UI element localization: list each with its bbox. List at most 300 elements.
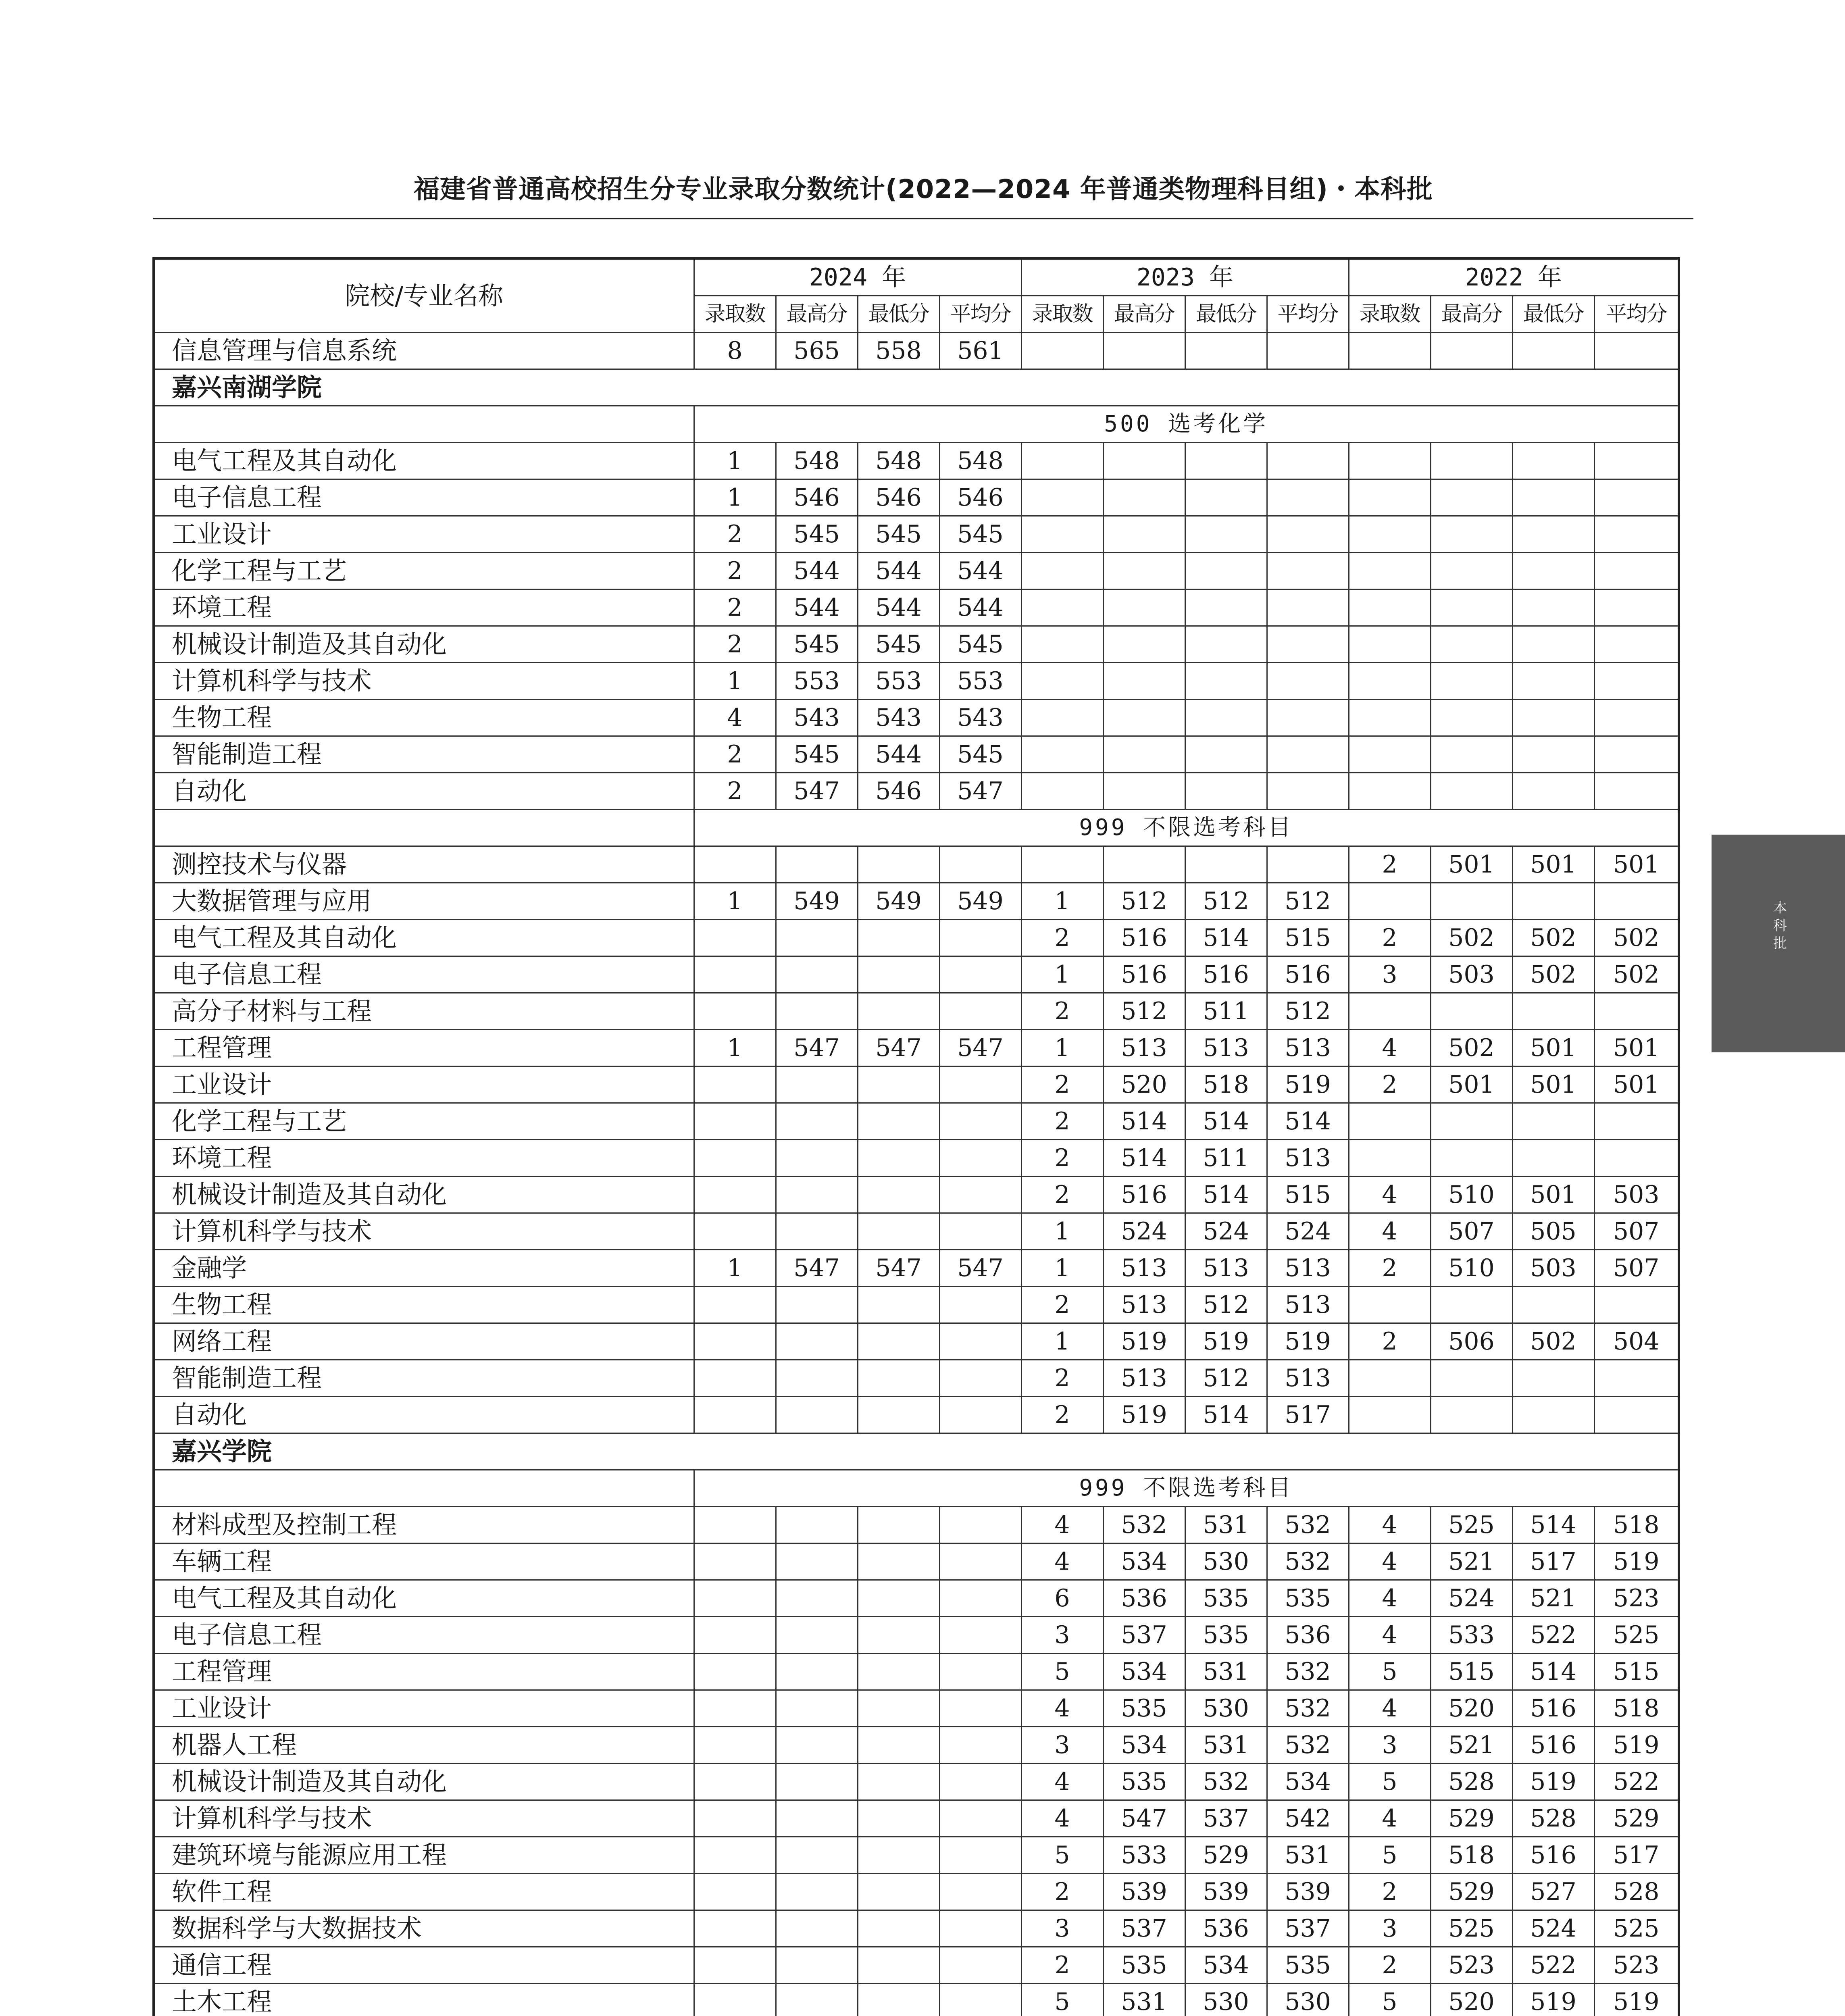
score-cell: 2 xyxy=(1021,1947,1103,1984)
score-cell: 2 xyxy=(1349,1250,1431,1287)
score-cell: 549 xyxy=(776,883,858,920)
major-name: 环境工程 xyxy=(154,1140,694,1177)
score-cell: 527 xyxy=(1512,1874,1594,1910)
score-cell xyxy=(1349,883,1431,920)
score-cell xyxy=(858,1617,939,1654)
score-cell: 539 xyxy=(1103,1874,1185,1910)
score-cell: 516 xyxy=(1512,1727,1594,1764)
score-cell xyxy=(1512,443,1594,479)
score-cell xyxy=(694,1690,776,1727)
score-cell: 558 xyxy=(858,333,939,369)
score-cell: 507 xyxy=(1431,1213,1512,1250)
score-cell: 514 xyxy=(1512,1654,1594,1690)
score-cell xyxy=(694,1837,776,1874)
score-cell: 515 xyxy=(1267,1177,1349,1213)
major-name: 工业设计 xyxy=(154,516,694,553)
score-cell xyxy=(858,1543,939,1580)
table-header-row-years xyxy=(154,258,1679,296)
score-cell xyxy=(776,1874,858,1910)
major-name: 信息管理与信息系统 xyxy=(154,333,694,369)
score-cell xyxy=(1103,479,1185,516)
table-row xyxy=(154,1213,1679,1250)
major-name: 生物工程 xyxy=(154,700,694,736)
score-cell: 501 xyxy=(1594,1066,1679,1103)
score-cell xyxy=(858,1103,939,1140)
score-cell xyxy=(858,1800,939,1837)
score-cell xyxy=(1349,516,1431,553)
score-cell xyxy=(694,1287,776,1323)
score-cell xyxy=(776,846,858,883)
score-cell xyxy=(1185,700,1267,736)
major-name: 网络工程 xyxy=(154,1323,694,1360)
table-row xyxy=(154,846,1679,883)
score-cell: 2 xyxy=(1021,1287,1103,1323)
score-cell xyxy=(939,920,1021,956)
score-cell: 1 xyxy=(1021,1250,1103,1287)
score-cell xyxy=(1021,626,1103,663)
score-cell xyxy=(1349,443,1431,479)
major-name: 测控技术与仪器 xyxy=(154,846,694,883)
score-cell xyxy=(858,1910,939,1947)
score-cell: 1 xyxy=(1021,1213,1103,1250)
table-row xyxy=(154,516,1679,553)
score-cell xyxy=(939,1874,1021,1910)
score-cell xyxy=(776,993,858,1030)
table-row xyxy=(154,920,1679,956)
score-cell: 2 xyxy=(1021,1103,1103,1140)
score-cell xyxy=(939,1323,1021,1360)
score-cell xyxy=(694,1323,776,1360)
score-cell xyxy=(1349,1140,1431,1177)
score-cell xyxy=(1349,589,1431,626)
score-cell xyxy=(1512,773,1594,810)
score-cell xyxy=(939,956,1021,993)
table-row xyxy=(154,1030,1679,1066)
score-cell xyxy=(858,920,939,956)
score-cell: 532 xyxy=(1267,1507,1349,1543)
score-cell: 531 xyxy=(1185,1727,1267,1764)
score-cell xyxy=(858,1507,939,1543)
score-cell: 502 xyxy=(1431,920,1512,956)
score-cell: 513 xyxy=(1103,1250,1185,1287)
score-cell: 2 xyxy=(1349,920,1431,956)
score-cell xyxy=(694,1727,776,1764)
major-name: 高分子材料与工程 xyxy=(154,993,694,1030)
side-tab xyxy=(1712,835,1845,1052)
score-cell xyxy=(1349,700,1431,736)
column-header: 最低分 xyxy=(1185,296,1267,333)
score-cell xyxy=(776,1103,858,1140)
major-name: 电子信息工程 xyxy=(154,479,694,516)
score-cell xyxy=(1349,993,1431,1030)
running-header-title: 福建省普通高校招生分专业录取分数统计(2022—2024 年普通类物理科目组)・本科批 xyxy=(413,175,1433,204)
score-cell xyxy=(939,846,1021,883)
score-cell xyxy=(1431,333,1512,369)
score-cell xyxy=(1267,589,1349,626)
major-name: 生物工程 xyxy=(154,1287,694,1323)
major-name: 计算机科学与技术 xyxy=(154,1213,694,1250)
score-cell: 522 xyxy=(1594,1764,1679,1800)
table-row xyxy=(154,1727,1679,1764)
score-cell: 517 xyxy=(1267,1397,1349,1433)
score-cell xyxy=(1512,553,1594,589)
score-cell: 5 xyxy=(1349,1837,1431,1874)
score-cell xyxy=(694,1947,776,1984)
major-name: 电气工程及其自动化 xyxy=(154,920,694,956)
score-cell: 519 xyxy=(1512,1764,1594,1800)
score-cell xyxy=(1349,773,1431,810)
score-cell xyxy=(776,1287,858,1323)
score-cell: 535 xyxy=(1267,1580,1349,1617)
score-cell: 521 xyxy=(1431,1543,1512,1580)
score-cell xyxy=(776,1984,858,2016)
score-cell: 553 xyxy=(939,663,1021,700)
score-cell: 3 xyxy=(1021,1910,1103,1947)
score-cell: 535 xyxy=(1267,1947,1349,1984)
score-cell xyxy=(776,1580,858,1617)
score-cell xyxy=(1349,736,1431,773)
score-cell: 515 xyxy=(1594,1654,1679,1690)
score-cell: 2 xyxy=(1021,1360,1103,1397)
score-cell: 2 xyxy=(694,516,776,553)
major-name: 智能制造工程 xyxy=(154,1360,694,1397)
score-cell: 4 xyxy=(1021,1800,1103,1837)
score-cell: 528 xyxy=(1594,1874,1679,1910)
score-cell: 561 xyxy=(939,333,1021,369)
score-cell: 3 xyxy=(1349,1910,1431,1947)
name-column-header: 院校/专业名称 xyxy=(154,258,694,333)
score-cell xyxy=(1103,553,1185,589)
score-cell: 518 xyxy=(1431,1837,1512,1874)
score-cell: 544 xyxy=(858,736,939,773)
score-cell: 2 xyxy=(694,553,776,589)
score-cell: 544 xyxy=(939,589,1021,626)
major-name: 数据科学与大数据技术 xyxy=(154,1910,694,1947)
major-name: 金融学 xyxy=(154,1250,694,1287)
side-tab-label: 本科批 xyxy=(1773,900,1787,952)
score-cell xyxy=(1103,736,1185,773)
score-cell: 510 xyxy=(1431,1177,1512,1213)
year-header-2024: 2024 年 xyxy=(694,258,1021,296)
score-cell xyxy=(858,1213,939,1250)
score-cell xyxy=(694,1140,776,1177)
score-cell: 535 xyxy=(1103,1690,1185,1727)
subject-requirement-label: 500 选考化学 xyxy=(694,406,1679,443)
score-cell xyxy=(939,1764,1021,1800)
score-cell: 531 xyxy=(1103,1984,1185,2016)
score-cell: 533 xyxy=(1431,1617,1512,1654)
score-cell xyxy=(1594,883,1679,920)
score-cell xyxy=(1349,1397,1431,1433)
score-cell: 501 xyxy=(1594,1030,1679,1066)
score-cell xyxy=(939,1984,1021,2016)
score-cell xyxy=(1512,589,1594,626)
score-cell xyxy=(776,1543,858,1580)
subject-requirement-label: 999 不限选考科目 xyxy=(694,810,1679,846)
score-cell: 533 xyxy=(1103,1837,1185,1874)
score-cell: 530 xyxy=(1267,1984,1349,2016)
score-cell: 8 xyxy=(694,333,776,369)
score-cell: 544 xyxy=(776,589,858,626)
score-cell xyxy=(858,1727,939,1764)
score-cell xyxy=(1431,736,1512,773)
score-cell: 501 xyxy=(1512,846,1594,883)
score-cell xyxy=(1267,626,1349,663)
score-cell xyxy=(776,1507,858,1543)
score-cell xyxy=(694,1910,776,1947)
score-cell: 503 xyxy=(1594,1177,1679,1213)
score-cell: 519 xyxy=(1103,1323,1185,1360)
score-cell xyxy=(939,1947,1021,1984)
score-cell xyxy=(1267,846,1349,883)
score-cell: 519 xyxy=(1103,1397,1185,1433)
score-cell: 521 xyxy=(1512,1580,1594,1617)
score-cell: 548 xyxy=(858,443,939,479)
score-cell xyxy=(1021,443,1103,479)
score-cell: 4 xyxy=(1021,1764,1103,1800)
major-name: 自动化 xyxy=(154,773,694,810)
score-cell: 513 xyxy=(1103,1360,1185,1397)
score-cell xyxy=(694,920,776,956)
column-header: 录取数 xyxy=(694,296,776,333)
score-cell xyxy=(939,1727,1021,1764)
score-cell: 516 xyxy=(1103,1177,1185,1213)
score-cell: 536 xyxy=(1185,1910,1267,1947)
score-cell xyxy=(1021,736,1103,773)
score-cell: 5 xyxy=(1021,1984,1103,2016)
score-cell: 517 xyxy=(1594,1837,1679,1874)
score-cell xyxy=(858,1140,939,1177)
score-cell: 539 xyxy=(1267,1874,1349,1910)
score-cell: 548 xyxy=(776,443,858,479)
score-cell xyxy=(939,1837,1021,1874)
major-name: 通信工程 xyxy=(154,1947,694,1984)
table-row xyxy=(154,736,1679,773)
score-cell: 519 xyxy=(1594,1727,1679,1764)
table-row xyxy=(154,956,1679,993)
score-cell: 2 xyxy=(1021,920,1103,956)
score-cell: 2 xyxy=(1349,1874,1431,1910)
major-name: 机械设计制造及其自动化 xyxy=(154,1177,694,1213)
score-cell: 548 xyxy=(939,443,1021,479)
score-cell: 514 xyxy=(1185,920,1267,956)
score-cell: 524 xyxy=(1185,1213,1267,1250)
subject-requirement-blank-cell xyxy=(154,406,694,443)
score-cell: 503 xyxy=(1512,1250,1594,1287)
score-cell xyxy=(1103,589,1185,626)
score-cell: 2 xyxy=(1021,1874,1103,1910)
score-cell: 514 xyxy=(1267,1103,1349,1140)
score-table xyxy=(152,257,1680,2016)
score-cell xyxy=(776,1066,858,1103)
score-cell xyxy=(939,1287,1021,1323)
score-cell: 532 xyxy=(1267,1690,1349,1727)
subject-requirement-row xyxy=(154,1470,1679,1507)
score-cell: 507 xyxy=(1594,1213,1679,1250)
major-name: 自动化 xyxy=(154,1397,694,1433)
table-row xyxy=(154,1984,1679,2016)
score-cell xyxy=(694,1103,776,1140)
major-name: 大数据管理与应用 xyxy=(154,883,694,920)
score-cell: 515 xyxy=(1267,920,1349,956)
column-header: 最高分 xyxy=(1431,296,1512,333)
score-cell: 535 xyxy=(1185,1617,1267,1654)
score-cell xyxy=(1185,479,1267,516)
score-cell xyxy=(1594,1140,1679,1177)
score-cell: 547 xyxy=(939,1250,1021,1287)
score-cell: 4 xyxy=(1349,1800,1431,1837)
score-cell xyxy=(776,1177,858,1213)
score-cell: 530 xyxy=(1185,1984,1267,2016)
score-cell: 545 xyxy=(776,736,858,773)
score-cell: 2 xyxy=(694,736,776,773)
score-cell xyxy=(939,1360,1021,1397)
score-cell: 545 xyxy=(858,516,939,553)
score-cell xyxy=(776,1323,858,1360)
score-cell xyxy=(939,1066,1021,1103)
score-cell xyxy=(858,1947,939,1984)
table-body xyxy=(154,333,1679,2016)
table-row xyxy=(154,663,1679,700)
score-cell xyxy=(858,1690,939,1727)
score-cell: 501 xyxy=(1512,1066,1594,1103)
score-cell xyxy=(939,993,1021,1030)
score-cell: 513 xyxy=(1103,1030,1185,1066)
score-cell: 514 xyxy=(1512,1507,1594,1543)
score-cell: 546 xyxy=(939,479,1021,516)
score-cell xyxy=(1512,993,1594,1030)
score-cell: 5 xyxy=(1349,1654,1431,1690)
score-cell: 516 xyxy=(1267,956,1349,993)
score-cell: 3 xyxy=(1349,956,1431,993)
score-cell: 536 xyxy=(1103,1580,1185,1617)
major-name: 智能制造工程 xyxy=(154,736,694,773)
score-cell: 502 xyxy=(1512,956,1594,993)
score-cell: 534 xyxy=(1267,1764,1349,1800)
score-cell: 518 xyxy=(1594,1690,1679,1727)
score-cell xyxy=(694,1984,776,2016)
score-cell xyxy=(1021,333,1103,369)
score-cell: 2 xyxy=(1021,1177,1103,1213)
score-cell xyxy=(1512,663,1594,700)
score-cell: 502 xyxy=(1512,920,1594,956)
year-header-2022: 2022 年 xyxy=(1349,258,1679,296)
major-name: 电子信息工程 xyxy=(154,1617,694,1654)
score-cell: 504 xyxy=(1594,1323,1679,1360)
score-cell: 1 xyxy=(694,443,776,479)
score-cell: 522 xyxy=(1512,1947,1594,1984)
score-cell: 1 xyxy=(694,663,776,700)
table-row xyxy=(154,993,1679,1030)
score-cell: 516 xyxy=(1512,1690,1594,1727)
score-cell xyxy=(1431,993,1512,1030)
header-rule xyxy=(153,218,1693,219)
score-cell xyxy=(1512,479,1594,516)
score-cell: 535 xyxy=(1103,1947,1185,1984)
score-cell xyxy=(939,1397,1021,1433)
score-cell xyxy=(1021,589,1103,626)
score-cell: 519 xyxy=(1267,1323,1349,1360)
score-cell xyxy=(1512,883,1594,920)
score-cell: 5 xyxy=(1349,1984,1431,2016)
score-cell xyxy=(694,1764,776,1800)
score-cell: 2 xyxy=(1021,1066,1103,1103)
table-row xyxy=(154,1360,1679,1397)
score-cell: 529 xyxy=(1431,1800,1512,1837)
score-cell: 505 xyxy=(1512,1213,1594,1250)
score-cell: 4 xyxy=(1021,1507,1103,1543)
score-cell: 501 xyxy=(1512,1177,1594,1213)
score-cell xyxy=(694,1800,776,1837)
score-cell xyxy=(1103,846,1185,883)
score-cell: 506 xyxy=(1431,1323,1512,1360)
score-cell: 519 xyxy=(1267,1066,1349,1103)
score-cell: 519 xyxy=(1594,1984,1679,2016)
score-cell: 547 xyxy=(939,773,1021,810)
school-row xyxy=(154,1433,1679,1470)
score-cell xyxy=(939,1690,1021,1727)
score-cell: 529 xyxy=(1594,1800,1679,1837)
score-cell: 511 xyxy=(1185,1140,1267,1177)
table-row xyxy=(154,700,1679,736)
score-cell xyxy=(1512,1103,1594,1140)
score-cell: 532 xyxy=(1103,1507,1185,1543)
score-cell: 531 xyxy=(1185,1654,1267,1690)
score-cell: 523 xyxy=(1594,1947,1679,1984)
major-name: 计算机科学与技术 xyxy=(154,1800,694,1837)
table-row xyxy=(154,1617,1679,1654)
score-cell: 513 xyxy=(1185,1030,1267,1066)
score-cell: 502 xyxy=(1512,1323,1594,1360)
score-cell xyxy=(1431,1140,1512,1177)
score-cell: 3 xyxy=(1021,1727,1103,1764)
score-cell xyxy=(1594,1287,1679,1323)
score-cell xyxy=(776,1617,858,1654)
score-cell xyxy=(1103,516,1185,553)
score-cell xyxy=(694,1543,776,1580)
score-cell: 542 xyxy=(1267,1800,1349,1837)
score-cell xyxy=(694,1580,776,1617)
score-cell xyxy=(694,1654,776,1690)
score-cell: 545 xyxy=(858,626,939,663)
score-cell: 518 xyxy=(1594,1507,1679,1543)
table-row xyxy=(154,1764,1679,1800)
score-cell xyxy=(858,1874,939,1910)
major-name: 工程管理 xyxy=(154,1030,694,1066)
score-cell xyxy=(776,1397,858,1433)
column-header: 录取数 xyxy=(1021,296,1103,333)
score-cell xyxy=(1431,1103,1512,1140)
score-cell: 517 xyxy=(1512,1543,1594,1580)
score-cell: 537 xyxy=(1103,1617,1185,1654)
table-row xyxy=(154,1837,1679,1874)
score-cell xyxy=(776,1360,858,1397)
table-row xyxy=(154,1140,1679,1177)
major-name: 软件工程 xyxy=(154,1874,694,1910)
score-cell xyxy=(858,1654,939,1690)
score-cell xyxy=(1185,736,1267,773)
score-cell: 512 xyxy=(1103,883,1185,920)
score-cell xyxy=(939,1213,1021,1250)
table-row xyxy=(154,626,1679,663)
score-cell: 537 xyxy=(1103,1910,1185,1947)
score-cell: 525 xyxy=(1594,1910,1679,1947)
score-cell: 547 xyxy=(776,1030,858,1066)
score-cell: 528 xyxy=(1431,1764,1512,1800)
score-cell xyxy=(1512,1397,1594,1433)
score-cell xyxy=(1267,736,1349,773)
score-cell xyxy=(1594,516,1679,553)
